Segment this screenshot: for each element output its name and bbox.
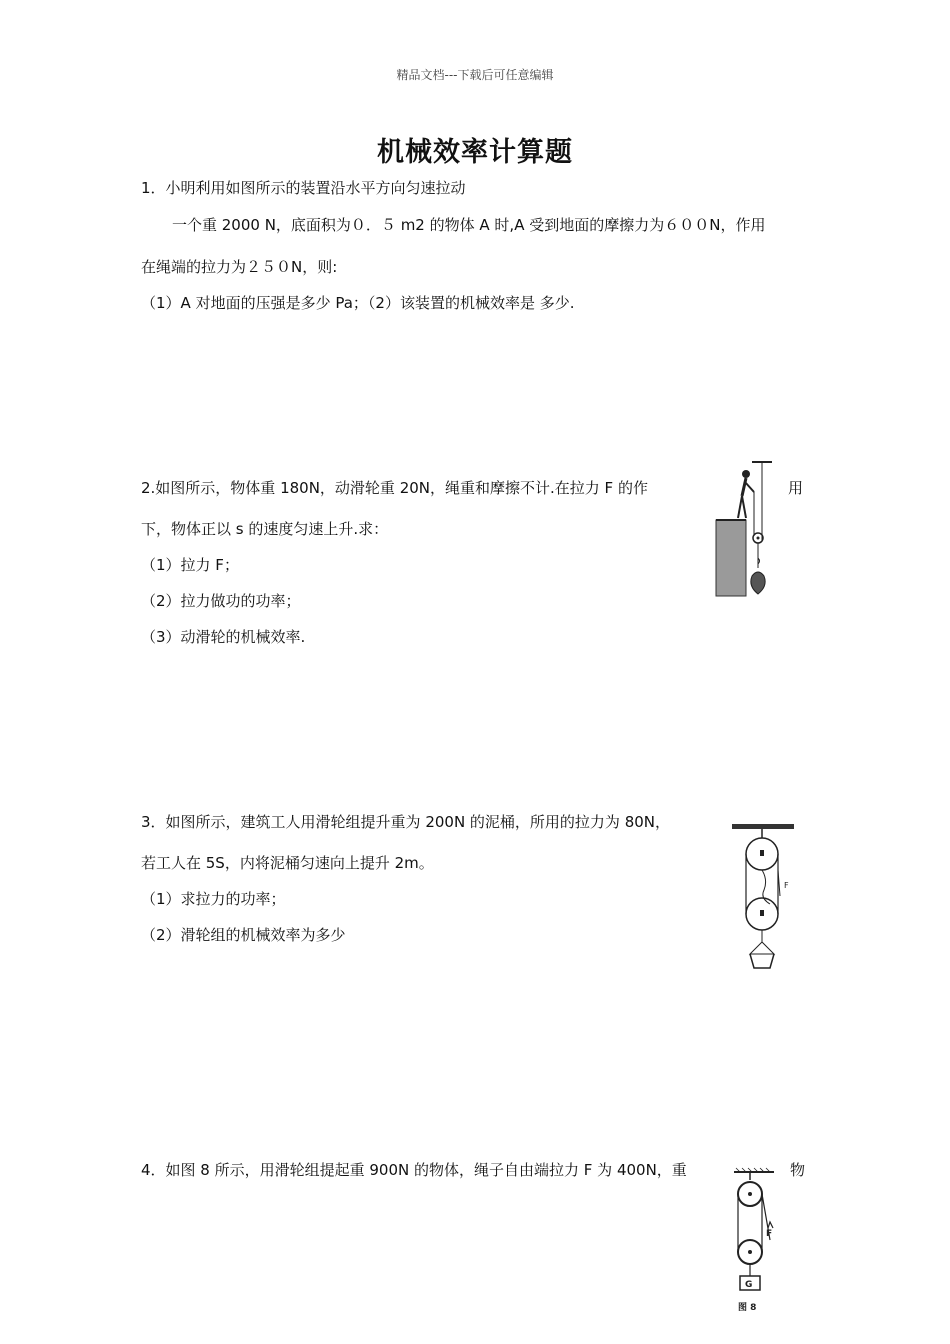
q4-line-1-end: 物 xyxy=(790,1161,806,1179)
q4-line-1: 4．如图 8 所示，用滑轮组提起重 900N 的物体，绳子自由端拉力 F 为 400N，重 xyxy=(141,1161,687,1179)
q3-force-label: F xyxy=(784,881,789,890)
q2-line-3: （1）拉力 F； xyxy=(141,556,239,574)
q1-line-3: 在绳端的拉力为２５０N，则: xyxy=(141,258,338,276)
q4-figure-caption: 图 8 xyxy=(738,1303,757,1313)
q3-line-4: （2）滑轮组的机械效率为多少 xyxy=(141,926,346,944)
q4-pulley-figure xyxy=(728,1166,788,1316)
q2-line-1: 2.如图所示，物体重 180N，动滑轮重 20N，绳重和摩擦不计.在拉力 F 的作 xyxy=(141,479,648,497)
q3-line-2: 若工人在 5S，内将泥桶匀速向上提升 2m。 xyxy=(141,854,434,872)
q1-line-1: 1．小明利用如图所示的装置沿水平方向匀速拉动 xyxy=(141,179,466,197)
q4-weight-label: G xyxy=(745,1280,753,1290)
q2-pulley-figure xyxy=(712,458,782,600)
q3-line-1: 3．如图所示，建筑工人用滑轮组提升重为 200N 的泥桶，所用的拉力为 80N， xyxy=(141,813,671,831)
q2-line-5: （3）动滑轮的机械效率. xyxy=(141,628,306,646)
q2-line-2: 下，物体正以 s 的速度匀速上升.求： xyxy=(141,520,389,538)
q3-line-3: （1）求拉力的功率； xyxy=(141,890,286,908)
q1-line-2: 一个重 2000 N，底面积为０．５ m2 的物体 A 时,A 受到地面的摩擦力为６００N，作用 xyxy=(172,216,766,234)
q2-line-4: （2）拉力做功的功率； xyxy=(141,592,301,610)
q4-force-label: F xyxy=(766,1229,773,1239)
page-title: 机械效率计算题 xyxy=(377,137,573,168)
q1-line-4: （1）A 对地面的压强是多少 Pa；（2）该装置的机械效率是 多少. xyxy=(141,294,575,312)
q2-line-1-end: 用 xyxy=(788,479,804,497)
q3-pulley-figure xyxy=(728,820,798,972)
page-header: 精品文档---下载后可任意编辑 xyxy=(396,68,554,82)
